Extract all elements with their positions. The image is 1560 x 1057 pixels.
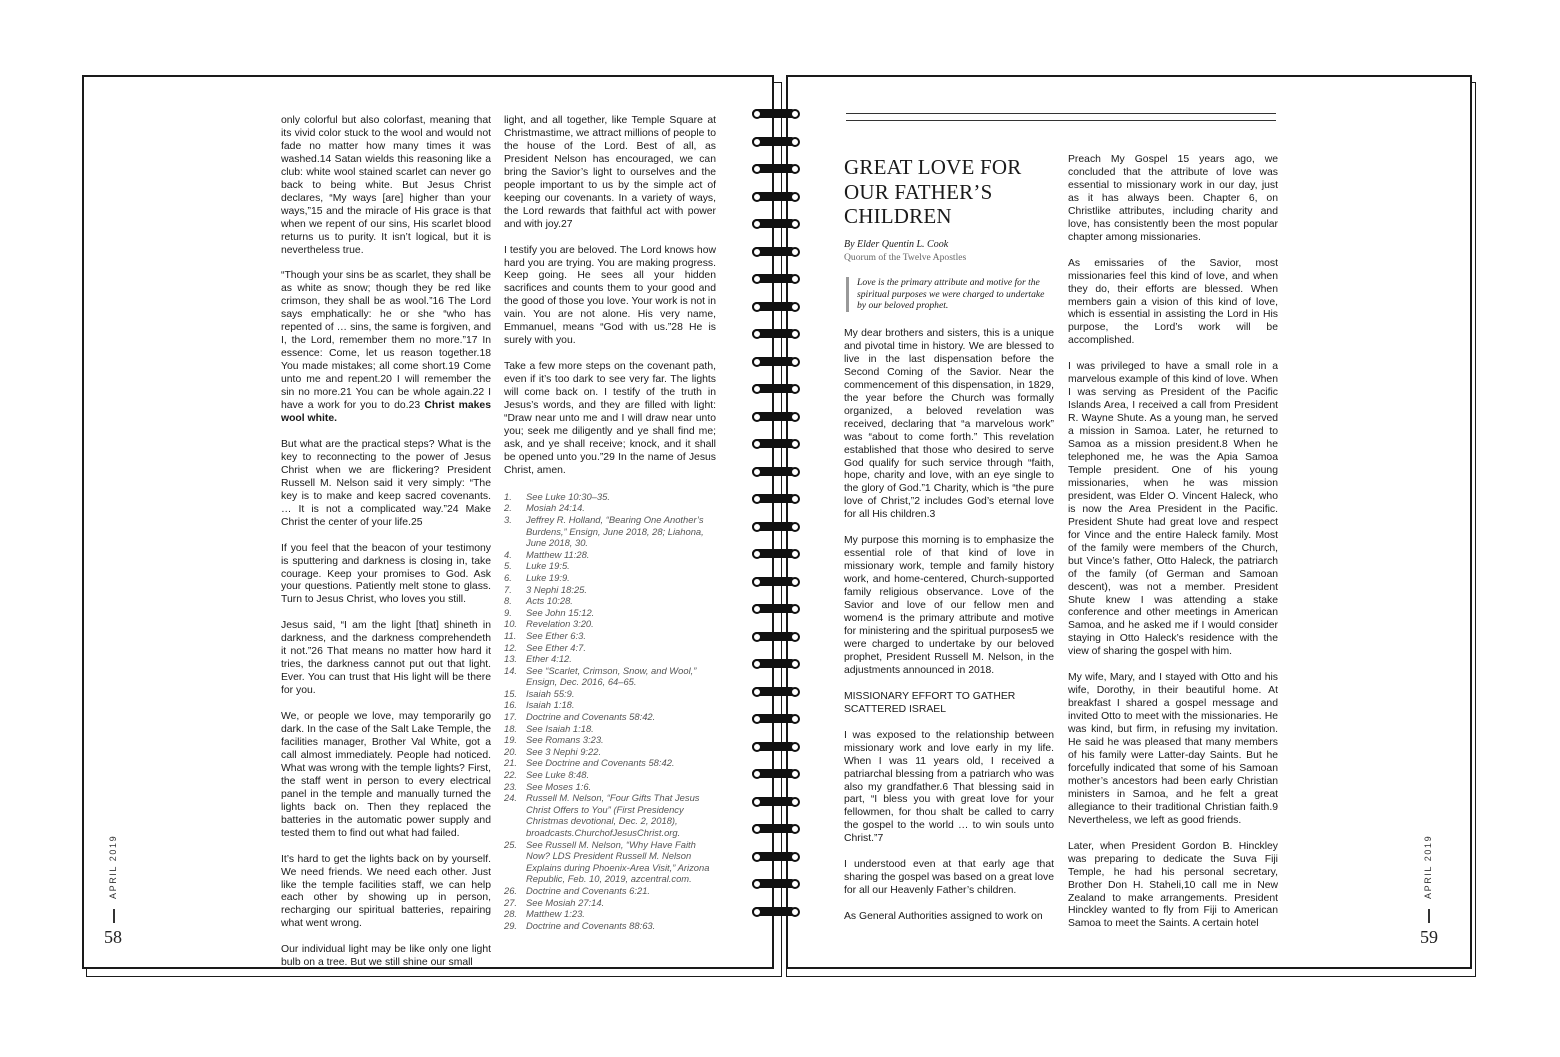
- body-paragraph: [281, 439, 491, 530]
- endnote-item: [504, 792, 716, 838]
- body-paragraph: [281, 854, 491, 932]
- endnote-text: See Mosiah 27:14.: [526, 896, 605, 908]
- endnote-text: Doctrine and Covenants 58:42.: [526, 711, 656, 723]
- pull-quote: Love is the primary attribute and motive for the spiritual purposes we were charged to undertake by our beloved prophet.: [846, 277, 1049, 312]
- paragraph-text: Our individual light may be like only one light bulb on a tree. But we still shine our small: [281, 944, 491, 969]
- endnote-item: [504, 699, 716, 711]
- endnote-text: 3 Nephi 18:25.: [526, 583, 587, 595]
- spiral-coil: [752, 136, 804, 148]
- endnote-text: Ether 4:12.: [526, 653, 572, 665]
- left-column-2: [504, 115, 716, 931]
- endnote-number: 8.: [504, 595, 512, 607]
- right-column-2: [1068, 154, 1278, 944]
- spiral-coil: [752, 246, 804, 258]
- endnote-item: [504, 560, 716, 572]
- endnote-text: See Ether 6:3.: [526, 629, 586, 641]
- body-paragraph: [1068, 361, 1278, 659]
- headline-line: GREAT LOVE FOR: [844, 155, 1022, 179]
- right-page: [786, 75, 1472, 969]
- page-number: 58: [104, 927, 122, 947]
- endnote-number: 22.: [504, 769, 518, 781]
- endnote-text: Revelation 3:20.: [526, 618, 594, 630]
- spiral-coil: [752, 631, 804, 643]
- body-paragraph: [844, 859, 1054, 898]
- spiral-coil: [752, 603, 804, 615]
- body-paragraph: [504, 115, 716, 232]
- endnotes-list: [504, 491, 716, 932]
- body-paragraph: [281, 270, 491, 425]
- endnote-text: Matthew 11:28.: [526, 548, 590, 560]
- issue-date: APRIL 2019: [108, 834, 118, 899]
- paragraph-text: “Though your sins be as scarlet, they shall be as white as snow; though they be red like crimson, they shall be as wool.”16 The Lord says emphatically: he or she “who has repented of … sins, the same is forgiven, and I, the Lord, remember them no more.”17 In essence: Come, let us reason together.18 You made mistakes; all come short.19 Come unto me and repent.20 I will remember the sin no more.21 You can be whole again.22 I have a work for you to do.23: [281, 270, 491, 412]
- endnote-item: [504, 630, 716, 642]
- right-column-1: [844, 328, 1054, 937]
- endnote-item: [504, 572, 716, 584]
- endnote-item: [504, 653, 716, 665]
- folio-divider: [113, 909, 115, 923]
- spiral-coil: [752, 548, 804, 560]
- byline-title: Quorum of the Twelve Apostles: [844, 252, 967, 263]
- paragraph-text: I testify you are beloved. The Lord knows how hard you are trying. You are making progress. Keep going. He sees all your hidden sacrifices and counts them to your good and the good of those you love. Your work is not in vain. You are not alone. His very name, Emmanuel, means “God with us.”28 He is surely with you.: [504, 244, 716, 347]
- endnote-item: [504, 607, 716, 619]
- endnote-number: 2.: [504, 502, 512, 514]
- paragraph-text: Later, when President Gordon B. Hinckley was preparing to dedicate the Suva Fiji Temple, he had his personal secretary, Brother Don H. Staheli,10 call me in New Zealand to make arrangements. President Hinckley wanted to fly from Fiji to American Samoa to meet the Saints. A certain hotel: [1068, 840, 1278, 930]
- folio-divider: [1428, 909, 1430, 923]
- endnote-text: Acts 10:28.: [526, 595, 573, 607]
- endnote-text: Doctrine and Covenants 88:63.: [526, 919, 656, 931]
- endnote-number: 14.: [504, 664, 518, 676]
- spiral-coil: [752, 466, 804, 478]
- left-column-1: [281, 115, 491, 983]
- body-paragraph: [281, 711, 491, 841]
- article-headline: [844, 155, 1044, 229]
- endnote-number: 4.: [504, 548, 512, 560]
- endnote-text: Matthew 1:23.: [526, 908, 585, 920]
- headline-line: CHILDREN: [844, 204, 952, 228]
- endnote-item: [504, 757, 716, 769]
- endnote-number: 13.: [504, 653, 518, 665]
- body-paragraph: [281, 543, 491, 608]
- paragraph-text: My dear brothers and sisters, this is a unique and pivotal time in history. We are blessed to live in the last dispensation before the Second Coming of the Savior. Near the commencement of this dispensation, in 1829, the year before the Church was formally organized, a beloved revelation was received, declaring that “a marvelous work” was “about to come forth.” This revelation established that those who desired to serve God qualify for such service through “faith, hope, charity and love, with an eye single to the glory of God.”1 Charity, which is “the pure love of Christ,”2 includes God’s eternal love for all His children.3: [844, 328, 1054, 521]
- body-paragraph: [1068, 258, 1278, 349]
- paragraph-text: Take a few more steps on the covenant path, even if it’s too dark to see very far. The lights will come back on. I testify of the truth in Jesus’s words, and they are filled with light: “Draw near unto me and I will draw near unto you; seek me diligently and ye shall find me; ask, and ye shall receive; knock, and it shall be opened unto you.”29 In the name of Jesus Christ, amen.: [504, 361, 716, 476]
- endnote-number: 1.: [504, 490, 512, 502]
- spiral-coil: [752, 686, 804, 698]
- endnote-item: [504, 746, 716, 758]
- endnote-number: 11.: [504, 629, 517, 641]
- header-rule-bottom: [846, 120, 1276, 121]
- endnote-number: 23.: [504, 780, 518, 792]
- endnote-number: 7.: [504, 583, 512, 595]
- endnote-text: Luke 19:9.: [526, 571, 570, 583]
- spiral-coil: [752, 906, 804, 918]
- endnote-item: [504, 514, 716, 549]
- spiral-coil: [752, 383, 804, 395]
- endnote-text: See “Scarlet, Crimson, Snow, and Wool,” Ensign, Dec. 2016, 64–65.: [526, 664, 697, 688]
- endnote-number: 5.: [504, 560, 512, 572]
- endnote-text: See Romans 3:23.: [526, 734, 604, 746]
- endnote-text: See Luke 8:48.: [526, 769, 590, 781]
- spiral-coil: [752, 273, 804, 285]
- spiral-coil: [752, 851, 804, 863]
- body-paragraph: [844, 730, 1054, 847]
- endnote-number: 16.: [504, 699, 518, 711]
- endnote-number: 9.: [504, 606, 512, 618]
- spiral-coil: [752, 301, 804, 313]
- endnote-number: 25.: [504, 838, 518, 850]
- endnote-item: [504, 839, 716, 885]
- endnote-number: 28.: [504, 908, 518, 920]
- paragraph-text: We, or people we love, may temporarily go dark. In the case of the Salt Lake Temple, the facilities manager, Brother Val White, got a call almost immediately. People had noticed. What was wrong with the temple lights? First, the staff went in person to every electrical panel in the temple and manually turned the lights back on. Then they replaced the batteries in the automatic power supply and tested them to find out what had failed.: [281, 711, 491, 839]
- endnote-item: [504, 920, 716, 932]
- endnote-item: [504, 491, 716, 503]
- endnote-text: See John 15:12.: [526, 606, 595, 618]
- paragraph-text: It’s hard to get the lights back on by yourself. We need friends. We need each other. Just like the temple facilities staff, we can help each other by showing up in person, recharging our spiritual batteries, repairing what went wrong.: [281, 853, 491, 930]
- paragraph-text: MISSIONARY EFFORT TO GATHER SCATTERED ISRAEL: [844, 690, 1016, 715]
- bold-emphasis: Christ makes wool white.: [281, 400, 491, 424]
- spiral-coil: [752, 218, 804, 230]
- paragraph-text: If you feel that the beacon of your testimony is sputtering and darkness is closing in, take courage. Keep your promises to God. Ask your questions. Patiently melt stone to glass. Turn to Jesus Christ, who loves you still.: [281, 542, 491, 606]
- endnote-number: 20.: [504, 745, 518, 757]
- body-paragraph: [1068, 841, 1278, 932]
- endnote-item: [504, 734, 716, 746]
- endnote-number: 26.: [504, 884, 518, 896]
- endnote-text: Luke 19:5.: [526, 560, 570, 572]
- spiral-coil: [752, 768, 804, 780]
- endnote-item: [504, 584, 716, 596]
- body-paragraph: [281, 944, 491, 970]
- spiral-coil: [752, 328, 804, 340]
- section-heading: [844, 691, 1054, 717]
- paragraph-text: But what are the practical steps? What is the key to reconnecting to the power of Jesus Christ when we are flickering? President Russell M. Nelson said it very simply: “The key is to make and keep sacred covenants. … It is not a complicated way.”24 Make Christ the center of your life.25: [281, 438, 491, 528]
- endnote-text: Isaiah 55:9.: [526, 687, 575, 699]
- body-paragraph: [844, 535, 1054, 677]
- spiral-coil: [752, 108, 804, 120]
- body-paragraph: [504, 245, 716, 349]
- endnote-item: [504, 502, 716, 514]
- endnote-item: [504, 595, 716, 607]
- paragraph-text: only colorful but also colorfast, meaning that its vivid color stuck to the wool and would not fade no matter how many times it was washed.14 Satan wields this reasoning like a club: white wool stained scarlet can never go back to being white. But Jesus Christ declares, “My ways [are] higher than your ways,”15 and the miracle of His grace is that when we repent of our sins, His scarlet blood returns us to purity. It isn’t logical, but it is nevertheless true.: [281, 115, 491, 256]
- endnote-text: See 3 Nephi 9:22.: [526, 745, 602, 757]
- endnote-number: 27.: [504, 896, 518, 908]
- endnote-text: See Russell M. Nelson, “Why Have Faith Now? LDS President Russell M. Nelson Explains during Phoenix-Area Visit,” Arizona Republic, Feb. 10, 2019, azcentral.com.: [526, 838, 710, 885]
- paragraph-text: light, and all together, like Temple Square at Christmastime, we attract millions of people to the house of the Lord. Best of all, as President Nelson has encouraged, we can bring the Savior’s light to ourselves and the people important to us by the simple act of keeping our covenants. In a variety of ways, the Lord rewards that faithful act with power and with joy.27: [504, 115, 716, 230]
- endnote-text: Isaiah 1:18.: [526, 699, 575, 711]
- spiral-coil: [752, 878, 804, 890]
- spiral-coil: [752, 493, 804, 505]
- endnote-text: Jeffrey R. Holland, “Bearing One Another’s Burdens,” Ensign, June 2018, 28; Liahona, June 2018, 30.: [526, 513, 704, 549]
- endnote-number: 19.: [504, 734, 518, 746]
- endnote-text: Mosiah 24:14.: [526, 502, 585, 514]
- endnote-number: 12.: [504, 641, 518, 653]
- body-paragraph: [1068, 672, 1278, 827]
- spiral-coil: [752, 576, 804, 588]
- paragraph-text: My purpose this morning is to emphasize the essential role of that kind of love in missionary work, temple and family history work, and home-centered, Church-supported family religious observance. Love of the Savior and love of our fellow men and women4 is the primary attribute and motive for ministering and the spiritual purposes5 we were charged to undertake by our beloved prophet, President Russell M. Nelson, in the adjustments announced in 2018.: [844, 535, 1054, 676]
- spiral-coil: [752, 411, 804, 423]
- endnote-item: [504, 781, 716, 793]
- issue-date: APRIL 2019: [1423, 834, 1433, 899]
- endnote-number: 10.: [504, 618, 518, 630]
- spiral-coil: [752, 823, 804, 835]
- paragraph-text: As emissaries of the Savior, most missionaries feel this kind of love, and when they do, their efforts are blessed. When members gain a vision of this kind of love, which is essential in assisting the Lord in His purpose, the Lord’s work will be accomplished.: [1068, 257, 1278, 347]
- endnote-number: 29.: [504, 919, 518, 931]
- endnote-text: See Luke 10:30–35.: [526, 490, 610, 502]
- spiral-coil: [752, 163, 804, 175]
- endnote-number: 17.: [504, 711, 518, 723]
- left-page: [82, 75, 774, 969]
- body-paragraph: [281, 115, 491, 257]
- endnote-item: [504, 665, 716, 688]
- endnote-number: 6.: [504, 571, 512, 583]
- body-paragraph: [844, 328, 1054, 522]
- endnote-number: 21.: [504, 757, 518, 769]
- paragraph-text: Jesus said, “I am the light [that] shineth in darkness, and the darkness comprehendeth it not.”26 That means no matter how hard it tries, the darkness cannot put out that light. Ever. You can trust that His light will be there for you.: [281, 620, 491, 697]
- endnote-text: Russell M. Nelson, “Four Gifts That Jesus Christ Offers to You” (First Presidency Christmas devotional, Dec. 2, 2018), broadcasts.ChurchofJesusChrist.org.: [526, 792, 700, 838]
- paragraph-text: Preach My Gospel 15 years ago, we concluded that the attribute of love was essential to missionary work in our day, just as it has always been. Chapter 6, on Christlike attributes, including charity and love, has consistently been the most popular chapter among missionaries.: [1068, 154, 1278, 243]
- endnote-item: [504, 897, 716, 909]
- endnote-number: 18.: [504, 722, 518, 734]
- endnote-text: Doctrine and Covenants 6:21.: [526, 884, 651, 896]
- body-paragraph: [281, 620, 491, 698]
- endnote-item: [504, 618, 716, 630]
- spiral-coil: [752, 356, 804, 368]
- endnote-item: [504, 642, 716, 654]
- headline-line: OUR FATHER’S: [844, 179, 993, 204]
- endnote-number: 15.: [504, 687, 518, 699]
- endnote-item: [504, 908, 716, 920]
- body-paragraph: [1068, 154, 1278, 245]
- header-rule-top: [846, 113, 1276, 114]
- spiral-coil: [752, 191, 804, 203]
- spiral-coil: [752, 658, 804, 670]
- paragraph-text: I understood even at that early age that sharing the gospel was based on a great love for all our Heavenly Father’s children.: [844, 859, 1054, 897]
- endnote-item: [504, 723, 716, 735]
- endnote-number: 3.: [504, 513, 512, 525]
- paragraph-text: As General Authorities assigned to work on: [844, 911, 1043, 923]
- spiral-coil: [752, 796, 804, 808]
- endnote-item: [504, 711, 716, 723]
- paragraph-text: I was exposed to the relationship between missionary work and love early in my life. When I was 11 years old, I received a patriarchal blessing from a patriarch who was also my grandfather.6 That blessing said in part, “I bless you with great love for your fellowmen, for thou shalt be called to carry the gospel to the world … to win souls unto Christ.”7: [844, 729, 1054, 845]
- body-paragraph: [504, 361, 716, 478]
- byline-author: By Elder Quentin L. Cook: [844, 239, 949, 250]
- paragraph-text: My wife, Mary, and I stayed with Otto and his wife, Dorothy, in their beautiful home. At breakfast I shared a gospel message and invited Otto to meet with the missionaries. He was kind, but firm, in refusing my invitation. He said he was pleased that many members of his family were Latter-day Saints. But he forcefully indicated that some of his Samoan mother’s ancestors had been early Christian ministers in Samoa, and he felt a great allegiance to their traditional Christian faith.9 Nevertheless, we left as good friends.: [1068, 672, 1278, 826]
- spiral-coil: [752, 521, 804, 533]
- page-number: 59: [1420, 927, 1438, 947]
- endnote-text: See Doctrine and Covenants 58:42.: [526, 757, 675, 769]
- endnote-text: See Ether 4:7.: [526, 641, 586, 653]
- paragraph-text: I was privileged to have a small role in a marvelous example of this kind of love. When I was serving as President of the Pacific Islands Area, I received a call from President R. Wayne Shute. As a young man, he served a mission in Samoa. Later, he returned to Samoa as a mission president.8 When he telephoned me, he was the Apia Samoa Temple president. One of his young missionaries, when he was mission president, was Elder O. Vincent Haleck, who is now the Area President in the Pacific. President Shute had great love and respect for Vince and the entire Haleck family. Most of the family were members of the Church, but Vince’s father, Otto Haleck, the patriarch of the family (of German and Samoan descent), was not a member. President Shute knew I was attending a stake conference and other meetings in American Samoa, and he asked me if I would consider staying in Otto Haleck’s residence with the view of sharing the gospel with him.: [1068, 361, 1278, 658]
- endnote-item: [504, 688, 716, 700]
- spiral-coil: [752, 438, 804, 450]
- spiral-coil: [752, 741, 804, 753]
- body-paragraph: [844, 911, 1054, 924]
- endnote-text: See Moses 1:6.: [526, 780, 592, 792]
- endnote-item: [504, 769, 716, 781]
- spiral-coil: [752, 713, 804, 725]
- endnote-item: [504, 549, 716, 561]
- endnote-text: See Isaiah 1:18.: [526, 722, 594, 734]
- endnote-item: [504, 885, 716, 897]
- endnote-number: 24.: [504, 792, 518, 804]
